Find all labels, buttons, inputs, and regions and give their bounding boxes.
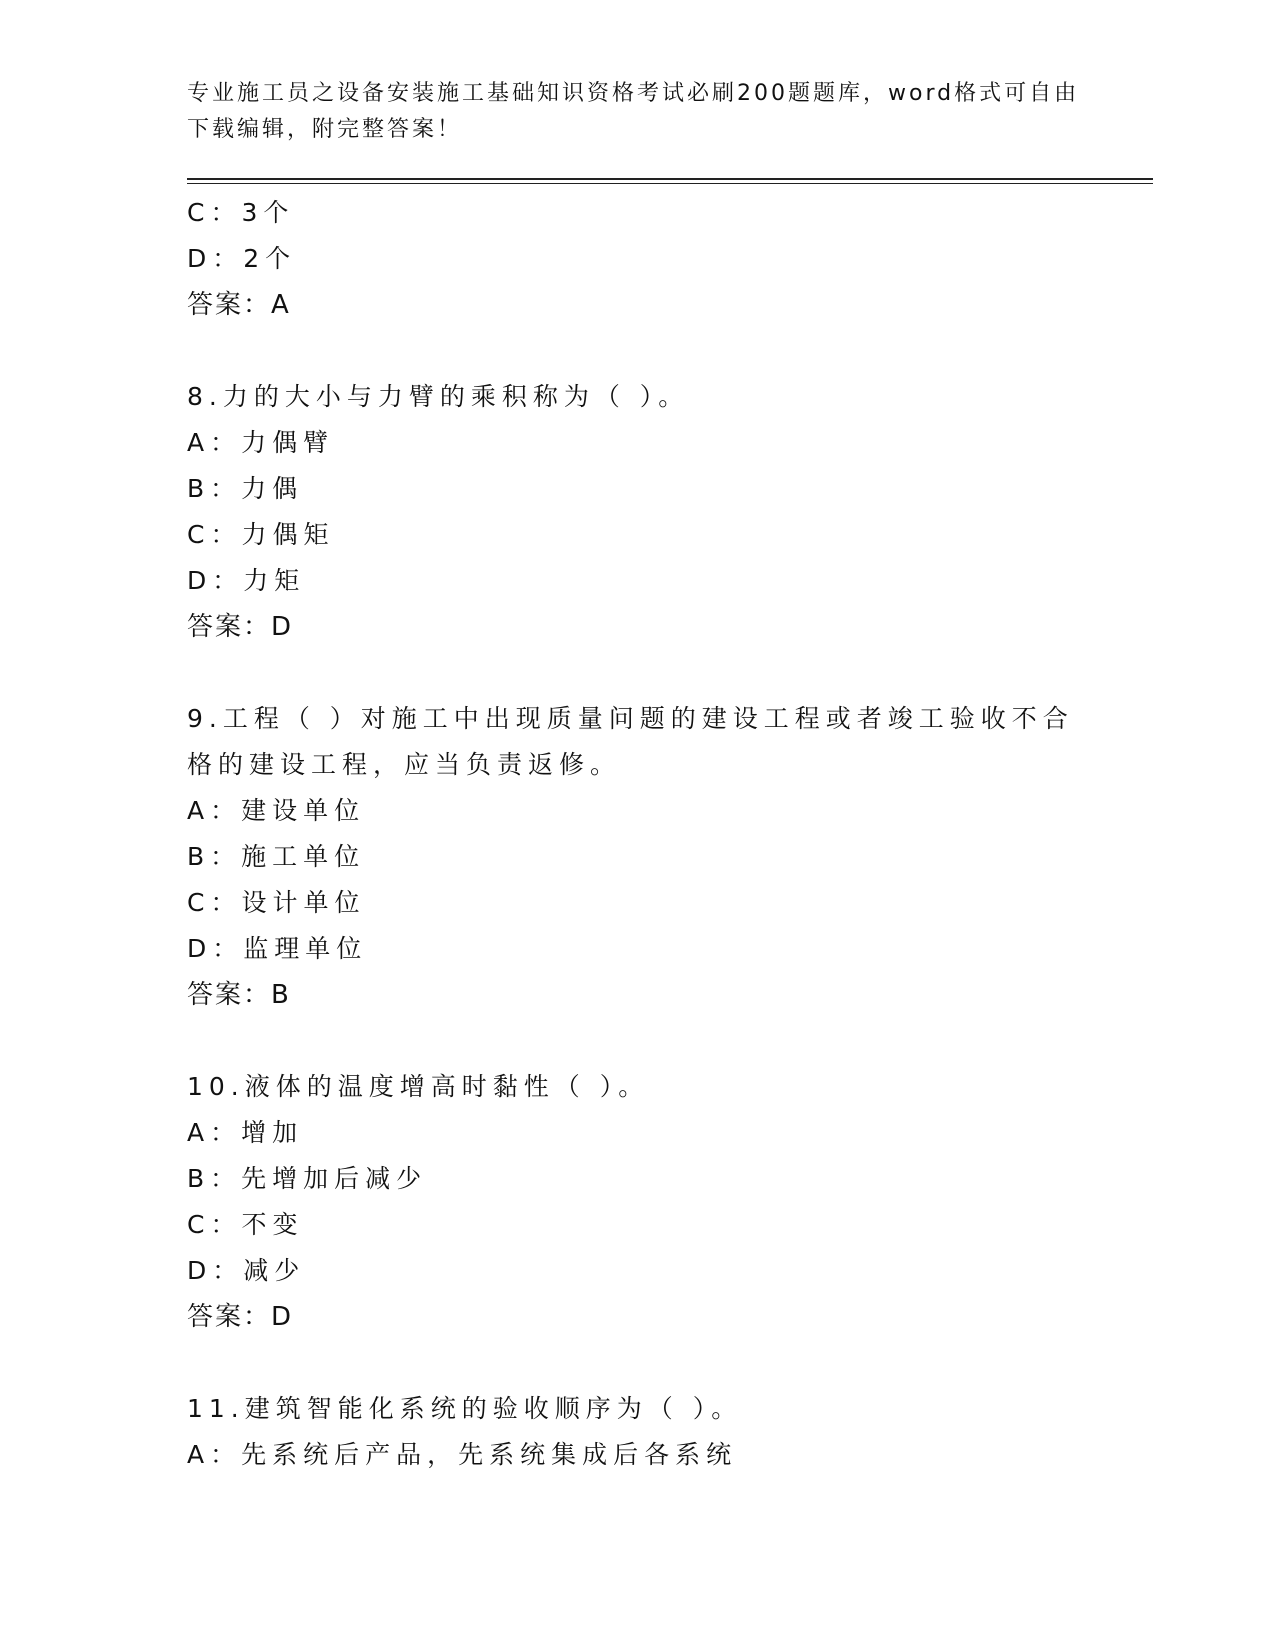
answer-line: 答案：A bbox=[187, 290, 291, 320]
answer-line: 答案：B bbox=[187, 980, 291, 1010]
question-stem: 8.力的大小与力臂的乘积称为（ ）。 bbox=[187, 382, 690, 411]
document-header: 专业施工员之设备安装施工基础知识资格考试必刷200题题库，word格式可自由下载编辑，附完整答案！ bbox=[187, 81, 1080, 142]
spacer bbox=[187, 1340, 1107, 1386]
option-b: B：施工单位 bbox=[187, 842, 366, 871]
option-d: D：减少 bbox=[187, 1256, 306, 1285]
option-b: B：力偶 bbox=[187, 474, 304, 503]
option-d: D：监理单位 bbox=[187, 934, 368, 963]
question-8 bbox=[187, 374, 1107, 650]
option-c: C：3个 bbox=[187, 198, 295, 227]
option-d: D：力矩 bbox=[187, 566, 306, 595]
question-stem: 10.液体的温度增高时黏性（ ）。 bbox=[187, 1072, 650, 1101]
question-10 bbox=[187, 1064, 1107, 1340]
option-b: B：先增加后减少 bbox=[187, 1164, 428, 1193]
option-c: C：力偶矩 bbox=[187, 520, 335, 549]
answer-line: 答案：D bbox=[187, 1302, 294, 1332]
spacer bbox=[187, 650, 1107, 696]
question-stem: 11.建筑智能化系统的验收顺序为（ ）。 bbox=[187, 1394, 743, 1423]
question-stem: 9.工程（ ）对施工中出现质量问题的建设工程或者竣工验收不合格的建设工程，应当负责返修。 bbox=[187, 704, 1074, 779]
question-list bbox=[187, 190, 1107, 1478]
spacer bbox=[187, 1018, 1107, 1064]
header-divider bbox=[187, 178, 1153, 180]
question-9 bbox=[187, 696, 1107, 1018]
option-c: C：不变 bbox=[187, 1210, 304, 1239]
option-d: D：2个 bbox=[187, 244, 297, 273]
spacer bbox=[187, 328, 1107, 374]
option-a: A：力偶臂 bbox=[187, 428, 335, 457]
question-7-continued bbox=[187, 190, 1107, 328]
option-a: A：先系统后产品，先系统集成后各系统 bbox=[187, 1440, 738, 1469]
option-c: C：设计单位 bbox=[187, 888, 366, 917]
question-11 bbox=[187, 1386, 1107, 1478]
header-divider-thin bbox=[187, 183, 1153, 184]
option-a: A：建设单位 bbox=[187, 796, 366, 825]
option-a: A：增加 bbox=[187, 1118, 304, 1147]
answer-line: 答案：D bbox=[187, 612, 294, 642]
